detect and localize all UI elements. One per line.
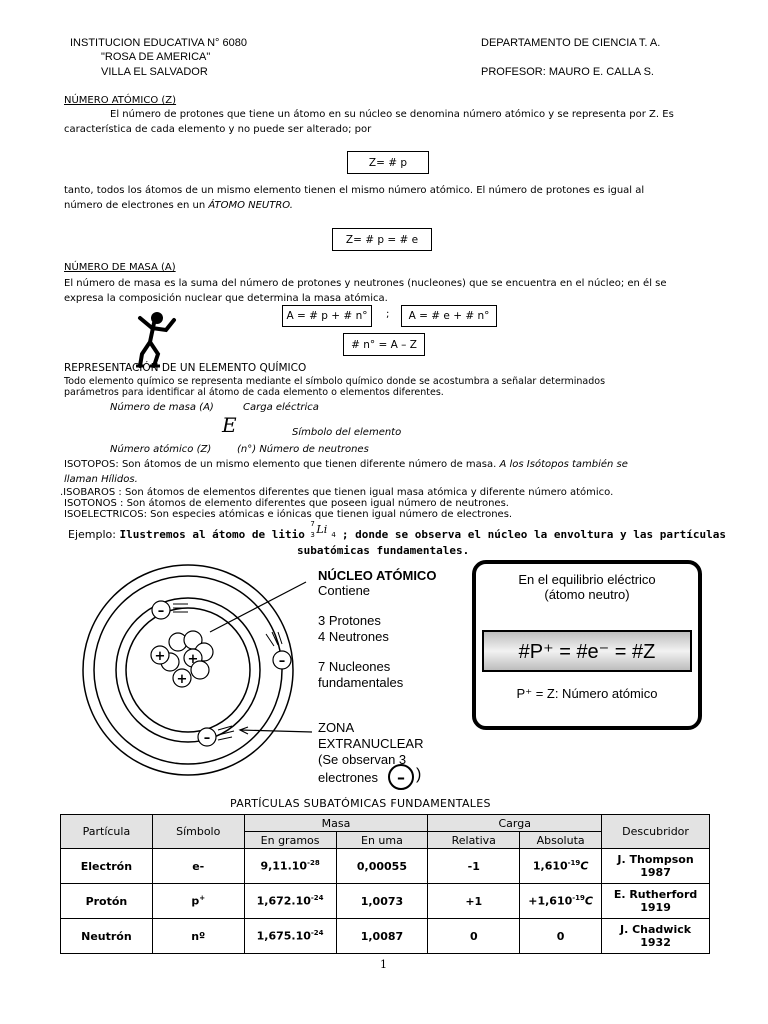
atomic-p2b: número de electrones en un [64,200,206,211]
particle-absolute: 0 [520,919,602,954]
symbol-superscript: + [199,894,206,903]
discoverer-name: J. Thompson [617,853,694,866]
representation-l1: Todo elemento químico se representa mediante el símbolo químico donde se acostumbra a señalar determinados [64,376,606,387]
zone-label-5: ) [416,766,422,783]
formula-a2-box [401,305,497,327]
lithium-symbol: Li [316,523,328,536]
abs-mantissa: 1,610 [532,859,568,873]
lithium-neutrons: 4 [331,531,336,539]
particle-uma: 1,0087 [336,919,428,954]
isotopos-def: ISOTOPOS: Son átomos de un mismo elemento que tienen diferente número de masa. [64,459,497,470]
particle-name: Neutrón [61,919,153,954]
mass-number-title: NÚMERO DE MASA (A) [64,262,176,273]
discoverer-year: 1919 [640,901,671,914]
particle-discoverer [602,849,710,884]
particle-discoverer [602,919,710,954]
representation-l2: parámetros para identificar al átomo de cada elemento o elementos diferentes. [64,387,444,398]
particle-relative: -1 [428,849,520,884]
abs-unit: C [584,894,593,908]
example-text1: Ilustremos al átomo de litio [119,528,305,541]
inner-orbit [116,598,260,742]
abs-mantissa: +1,610 [528,894,573,908]
example-label: Ejemplo: [68,528,116,541]
isotopos-line [64,459,628,470]
header-uma: En uma [336,832,428,849]
particle-symbol: e- [152,849,244,884]
proton-2-sign: + [187,652,199,667]
nucleons-label: fundamentales [318,675,404,690]
table-caption: PARTÍCULAS SUBATÓMICAS FUNDAMENTALES [230,797,491,810]
zone-arrow [240,730,312,732]
grams-mantissa: 1,675.10 [256,929,311,943]
abs-exponent: -19 [567,859,581,868]
formula-n-box [343,333,425,356]
motion-lines-2 [266,632,282,646]
equilibrium-line2: (átomo neutro) [544,587,630,602]
header-discoverer: Descubridor [602,815,710,849]
mass-p1b: expresa la composición nuclear que determina la masa atómica. [64,293,388,304]
particle-symbol: nº [152,919,244,954]
equilibrium-formula-bar [482,630,692,672]
neutron-number-label: (n°) Número de neutrones [237,444,369,455]
isobaros-def: .ISOBAROS : Son átomos de elementos diferentes que tienen igual masa atómica y diferente número atómico. [60,487,614,498]
symbol-label: Símbolo del elemento [292,427,402,438]
grams-exponent: -24 [310,894,324,903]
equilibrium-note: P⁺ = Z: Número atómico [516,686,658,701]
particle-symbol [152,884,244,919]
grams-exponent: -24 [310,929,324,938]
particle-absolute [520,884,602,919]
grams-exponent: -28 [307,859,320,868]
professor: PROFESOR: MAURO E. CALLA S. [481,66,654,78]
institution-subname: "ROSA DE AMERICA" [101,51,211,63]
particle-name: Electrón [61,849,153,884]
electron-symbol-sign: – [397,767,405,787]
atomic-number-title: NÚMERO ATÓMICO (Z) [64,95,177,106]
formula-n: # n° = A – Z [351,338,417,351]
formula-z-box [347,151,429,174]
example-line [68,520,727,541]
institution-location: VILLA EL SALVADOR [101,66,208,78]
isotonos-def: ISOTONOS : Son átomos de elemento diferentes que poseen igual número de neutrones. [64,498,509,509]
inner-orbit-inner [126,608,250,732]
particle-uma: 0,00055 [336,849,428,884]
particle-grams [244,919,336,954]
isoelectricos-def: ISOELECTRICOS: Son especies atómicas e iónicas que tienen igual número de electrones. [64,509,513,520]
lithium-atomic: 3 [310,531,315,539]
department: DEPARTAMENTO DE CIENCIA T. A. [481,37,661,49]
abs-unit: C [580,859,589,873]
particle-relative: 0 [428,919,520,954]
cartoon-figure-icon [130,308,180,370]
isotopos-note2: llaman Hílidos. [64,474,138,485]
atomic-p1b: característica de cada elemento y no puede ser alterado; por [64,124,372,135]
header-symbol: Símbolo [152,815,244,849]
symbol-base: p [191,894,200,908]
particle-absolute [520,849,602,884]
nucleus-arrow [210,582,306,632]
element-symbol: E [222,413,237,437]
neutrons-count: 4 Neutrones [318,629,389,644]
isotopos-note: A los Isótopos también se [499,459,628,470]
representation-title: REPRESENTACIÓN DE UN ELEMENTO QUÍMICO [64,362,307,374]
particle-relative: +1 [428,884,520,919]
discoverer-name: E. Rutherford [613,888,698,901]
proton-3-sign: + [176,672,188,687]
protons-count: 3 Protones [318,613,381,628]
header-particle: Partícula [61,815,153,849]
motion-lines-1 [173,604,190,612]
zone-label-1: ZONA [318,720,355,735]
discoverer-year: 1987 [640,866,671,879]
equilibrium-formula: #P⁺ = #e⁻ = #Z [518,640,656,663]
outer-orbit [83,565,293,775]
formula-a1: A = # p + # n° [286,310,368,322]
zone-label-3: (Se observan 3 [318,752,407,767]
zone-label-4: electrones [318,770,378,785]
formula-a1-box [282,305,372,327]
particle-discoverer [602,884,710,919]
header-charge: Carga [428,815,602,832]
particle-grams [244,849,336,884]
electron-3-sign: – [203,731,211,746]
atom-diagram [60,562,330,802]
nucleus-title: NÚCLEO ATÓMICO [318,568,437,583]
nucleus-contains: Contiene [318,583,371,598]
mass-number-label: Número de masa (A) [110,402,214,413]
atomic-p1a: El número de protones que tiene un átomo en su núcleo se denomina número atómico y se representa por Z. Es [110,109,674,120]
discoverer-year: 1932 [640,936,671,949]
example-text2: ; donde se observa el núcleo la envoltura y las partículas [341,528,727,541]
table-row [61,849,710,884]
lithium-mass: 7 [310,520,315,528]
header-mass: Masa [244,815,428,832]
example-text3: subatómicas fundamentales. [297,544,470,557]
zone-label-2: EXTRANUCLEAR [318,736,424,751]
atomic-number-label: Número atómico (Z) [110,444,212,455]
electron-2-sign: – [278,654,286,669]
lithium-notation [308,520,338,539]
particle-uma: 1,0073 [336,884,428,919]
atomic-p2c: ÁTOMO NEUTRO. [208,200,293,211]
particles-table [60,814,710,954]
nucleons-count: 7 Nucleones [318,659,391,674]
formula-z2: Z= # p = # e [345,233,419,246]
formula-z2-box [332,228,432,251]
particle-name: Protón [61,884,153,919]
equilibrium-box [472,560,702,730]
table-row [61,884,710,919]
proton-1-sign: + [154,649,166,664]
header-absolute: Absoluta [520,832,602,849]
electron-symbol [388,764,414,790]
charge-label: Carga eléctrica [243,402,319,413]
mass-p1a: El número de masa es la suma del número de protones y neutrones (nucleones) que se encuentra en el núcleo; en él se [64,278,667,289]
grams-mantissa: 9,11.10 [260,859,308,873]
institution-name: INSTITUCION EDUCATIVA N° 6080 [70,37,247,49]
formula-separator: ; [386,309,390,320]
header-grams: En gramos [244,832,336,849]
discoverer-name: J. Chadwick [620,923,692,936]
particle-grams [244,884,336,919]
grams-mantissa: 1,672.10 [256,894,311,908]
atomic-p2b-line [64,200,293,211]
electron-1-sign: – [157,604,165,619]
abs-exponent: -19 [572,894,585,903]
atomic-p2a: tanto, todos los átomos de un mismo elemento tienen el mismo número atómico. El número de protones es igual al [64,185,645,196]
formula-a2: A = # e + # n° [408,310,490,322]
header-relative: Relativa [428,832,520,849]
table-row [61,919,710,954]
page-number: 1 [380,958,387,971]
equilibrium-line1: En el equilibrio eléctrico [518,572,656,587]
formula-z: Z= # p [368,156,408,169]
